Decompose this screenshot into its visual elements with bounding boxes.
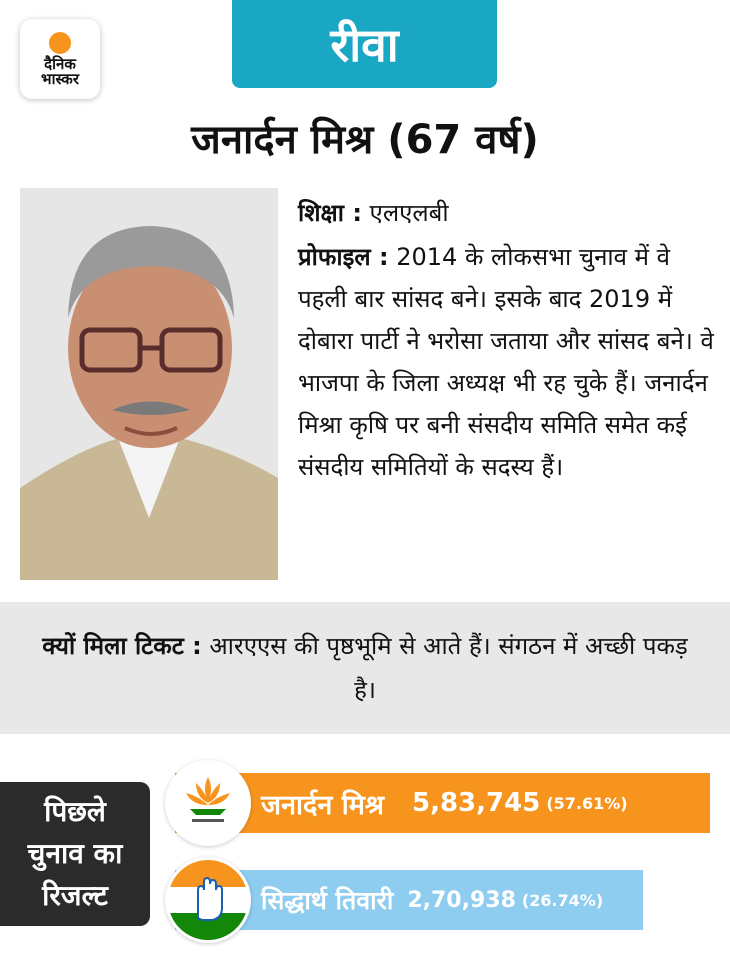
result-label-line-3: रिजल्ट [42,879,108,912]
education-value: एलएलबी [361,199,449,227]
inc-votes: 2,70,938 [407,887,516,913]
inc-candidate-name: सिद्धार्थ तिवारी [261,886,394,915]
profile-label: प्रोफाइल : [298,243,389,271]
logo-line-2: भास्कर [41,69,79,88]
bjp-lotus-icon [165,760,251,846]
inc-hand-icon [165,857,251,943]
logo-line-1: दैनिक [44,54,76,73]
sun-icon [49,32,71,54]
ticket-reason-label: क्यों मिला टिकट : [42,632,202,660]
education-line [298,192,718,234]
previous-result-label [0,782,150,926]
city-tab [232,0,497,88]
result-label-line-1: पिछले [44,795,106,828]
inc-percent: (26.74%) [521,890,604,910]
profile-text: 2014 के लोकसभा चुनाव में वे पहली बार सांसद बने। इसके बाद 2019 में दोबारा पार्टी ने भरोसा जताया और सांसद बने। वे भाजपा के जिला अध्यक्ष भी रह चुके हैं। जनार्दन मिश्रा कृषि पर बनी संसदीय समिति समेत कई संसदीय समितियों के सदस्य हैं। [298,243,714,481]
bjp-percent: (57.61%) [546,793,628,813]
candidate-title: जनार्दन मिश्र (67 वर्ष) [191,117,539,163]
bjp-votes: 5,83,745 [412,788,541,818]
bjp-candidate-name: जनार्दन मिश्र [261,789,384,821]
ticket-reason-text [28,624,702,712]
ticket-reason-box [0,602,730,734]
city-name: रीवा [330,18,399,72]
result-bar-bjp [175,773,710,833]
dainik-bhaskar-logo [20,19,100,99]
result-label-line-2: चुनाव का [27,837,123,870]
bio-section [298,192,718,488]
ticket-reason-value: आरएएस की पृष्ठभूमि से आते हैं। संगठन में अच्छी पकड़ है। [201,632,688,704]
profile-paragraph [298,236,718,488]
candidate-photo [20,188,278,580]
education-label: शिक्षा : [298,199,362,227]
